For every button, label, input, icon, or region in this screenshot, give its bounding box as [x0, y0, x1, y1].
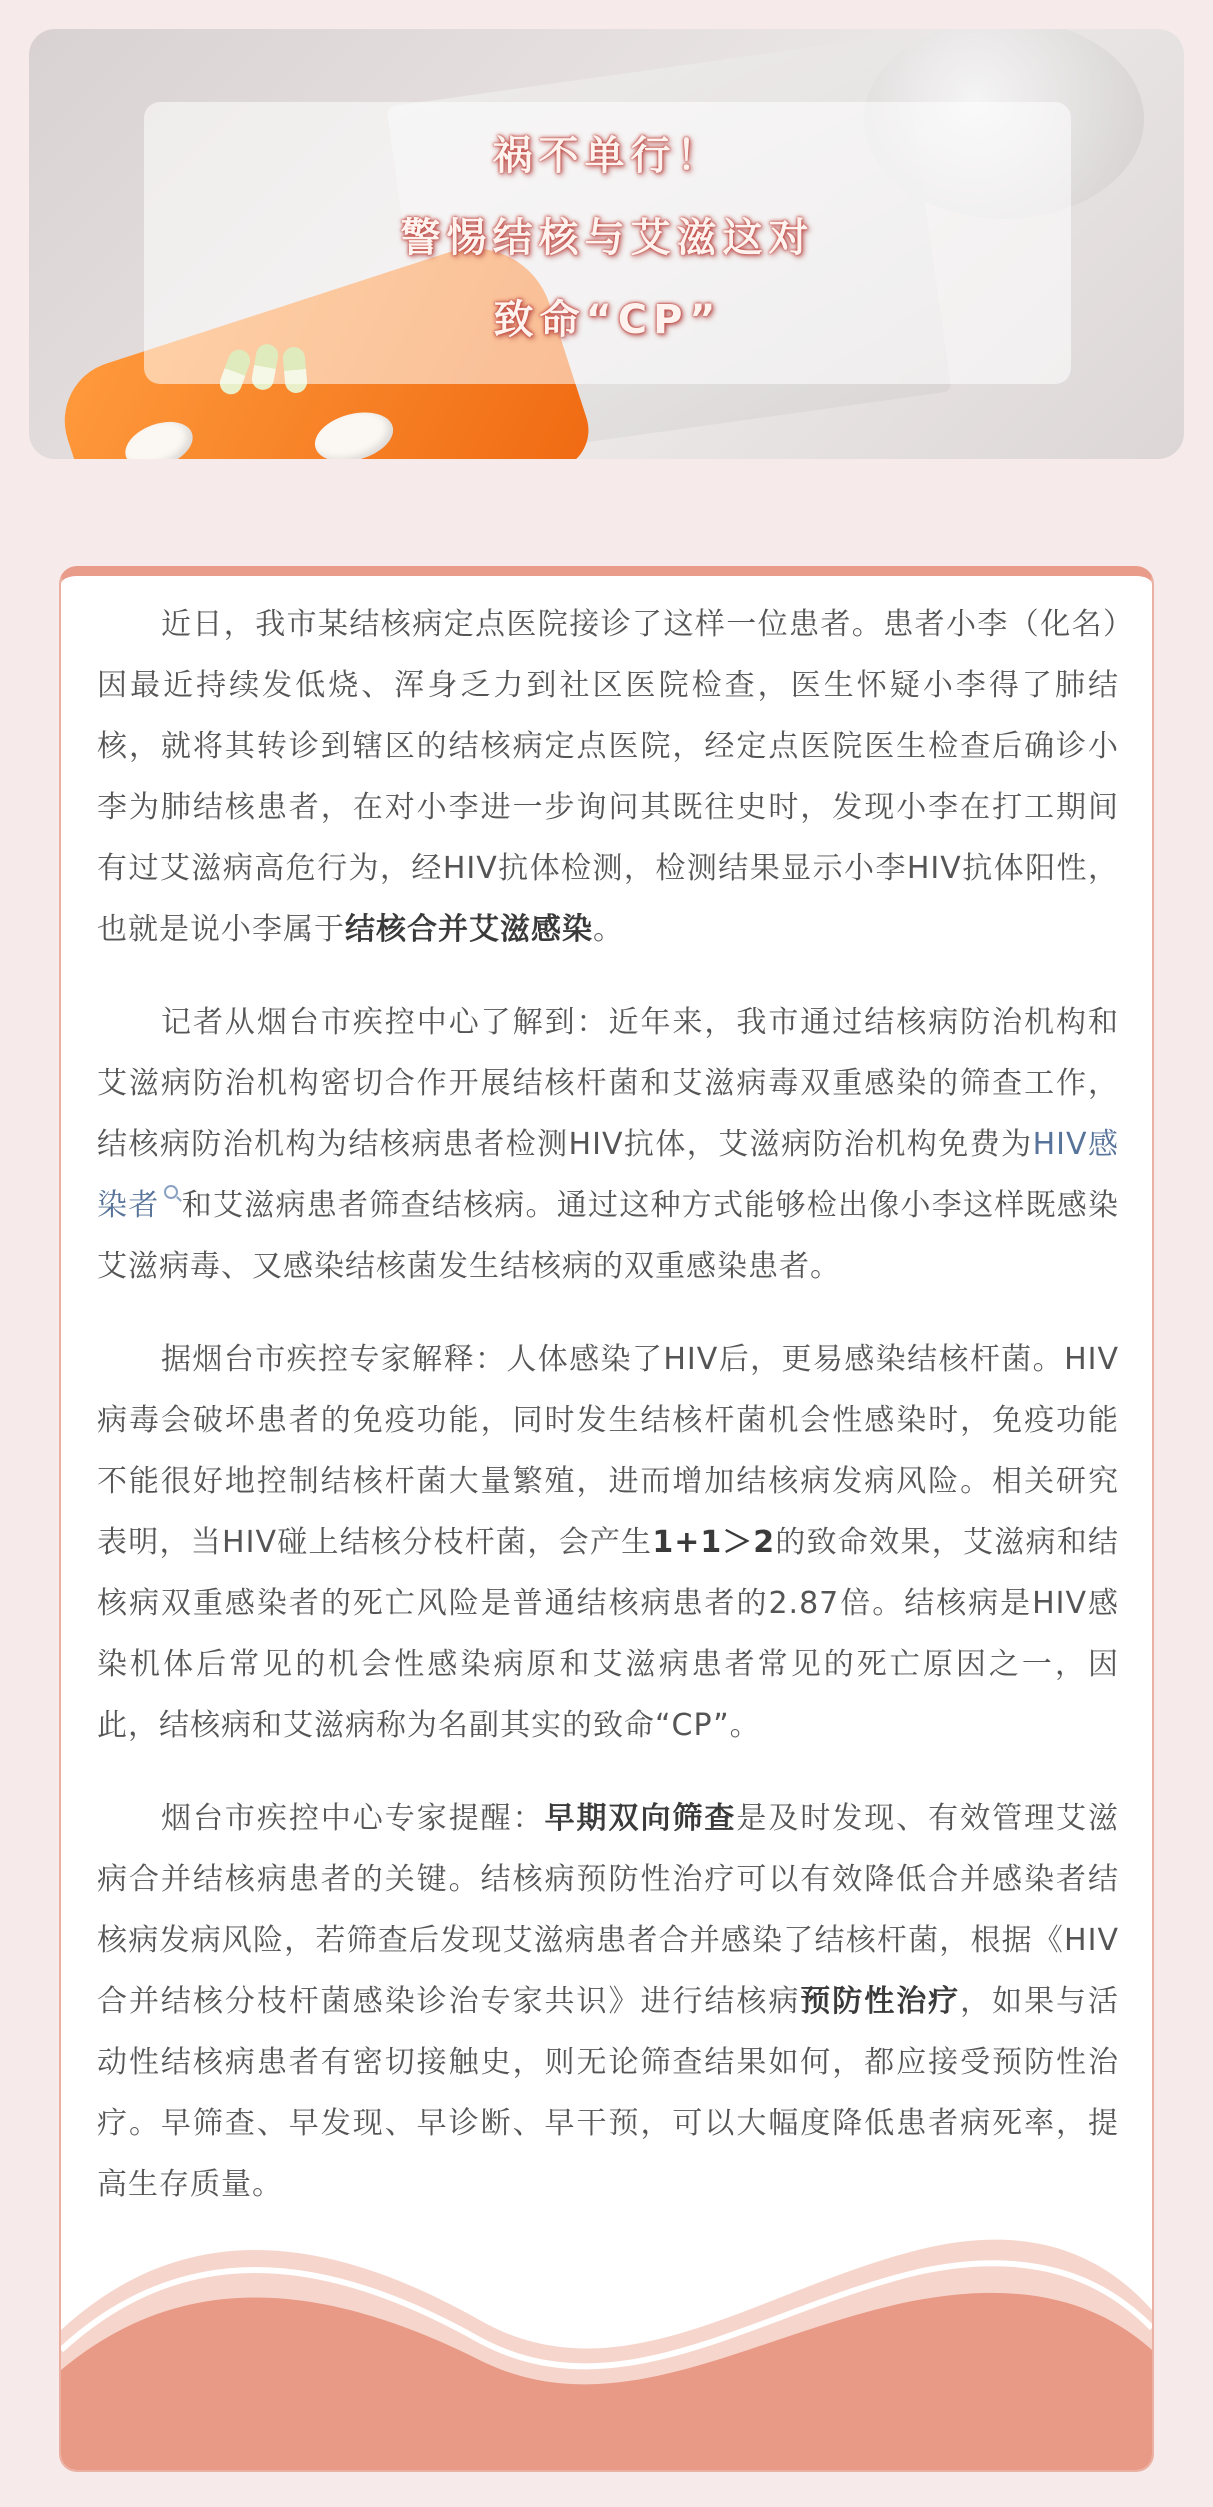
paragraph-1-bold: 结核合并艾滋感染 — [345, 912, 593, 947]
paragraph-2 — [97, 992, 1119, 1297]
header-banner — [29, 29, 1184, 459]
paragraph-4-bold-2: 预防性治疗 — [800, 1984, 961, 2019]
paragraph-1-text: 近日，我市某结核病定点医院接诊了这样一位患者。患者小李（化名）因最近持续发低烧、浑身乏力到社区医院检查，医生怀疑小李得了肺结核，就将其转诊到辖区的结核病定点医院，经定点医院医生检查后确诊小李为肺结核患者，在对小李进一步询问其既往史时，发现小李在打工期间有过艾滋病高危行为，经HIV抗体检测，检测结果显示小李HIV抗体阳性，也就是说小李属于 — [97, 607, 1119, 947]
paragraph-4-bold-1: 早期双向筛查 — [544, 1801, 737, 1836]
title-line-1: 祸不单行！ — [492, 133, 723, 179]
paragraph-2-text-b: 和艾滋病患者筛查结核病。通过这种方式能够检出像小李这样既感染艾滋病毒、又感染结核菌发生结核病的双重感染患者。 — [97, 1188, 1119, 1284]
paragraph-4-text-a: 烟台市疾控中心专家提醒： — [161, 1801, 545, 1836]
wave-decoration — [61, 2200, 1152, 2470]
paragraph-1-end: 。 — [593, 912, 624, 947]
paragraph-1 — [97, 594, 1119, 960]
paragraph-2-text-a: 记者从烟台市疾控中心了解到：近年来，我市通过结核病防治机构和艾滋病防治机构密切合作开展结核杆菌和艾滋病毒双重感染的筛查工作，结核病防治机构为结核病患者检测HIV抗体，艾滋病防治机构免费为 — [97, 1005, 1119, 1162]
article-card — [59, 566, 1154, 2472]
paragraph-3-bold: 1+1＞2 — [652, 1525, 776, 1560]
paragraph-3-text-b: 的致命效果，艾滋病和结核病双重感染者的死亡风险是普通结核病患者的2.87倍。结核病是HIV感染机体后常见的机会性感染病原和艾滋病患者常见的死亡原因之一，因此，结核病和艾滋病称为名副其实的致命“CP”。 — [97, 1525, 1119, 1743]
title-line-2: 警惕结核与艾滋这对 — [400, 215, 815, 261]
paragraph-3 — [97, 1329, 1119, 1756]
hiv-infected-link[interactable]: HIV感染者 — [97, 1127, 1119, 1223]
article-body — [97, 594, 1119, 2247]
paragraph-4-text-b: 是及时发现、有效管理艾滋病合并结核病患者的关键。结核病预防性治疗可以有效降低合并感染者结核病发病风险，若筛查后发现艾滋病患者合并感染了结核杆菌，根据《HIV合并结核分枝杆菌感染诊治专家共识》进行结核病 — [97, 1801, 1120, 2019]
search-icon[interactable] — [164, 1185, 178, 1199]
paragraph-4-text-c: ，如果与活动性结核病患者有密切接触史，则无论筛查结果如何，都应接受预防性治疗。早筛查、早发现、早诊断、早干预，可以大幅度降低患者病死率，提高生存质量。 — [97, 1984, 1120, 2202]
paragraph-4 — [97, 1788, 1119, 2215]
title-card — [144, 102, 1071, 384]
title-line-3: 致命“CP” — [493, 297, 722, 343]
paragraph-3-text-a: 据烟台市疾控专家解释：人体感染了HIV后，更易感染结核杆菌。HIV病毒会破坏患者的免疫功能，同时发生结核杆菌机会性感染时，免疫功能不能很好地控制结核杆菌大量繁殖，进而增加结核病发病风险。相关研究表明，当HIV碰上结核分枝杆菌，会产生 — [97, 1342, 1119, 1560]
